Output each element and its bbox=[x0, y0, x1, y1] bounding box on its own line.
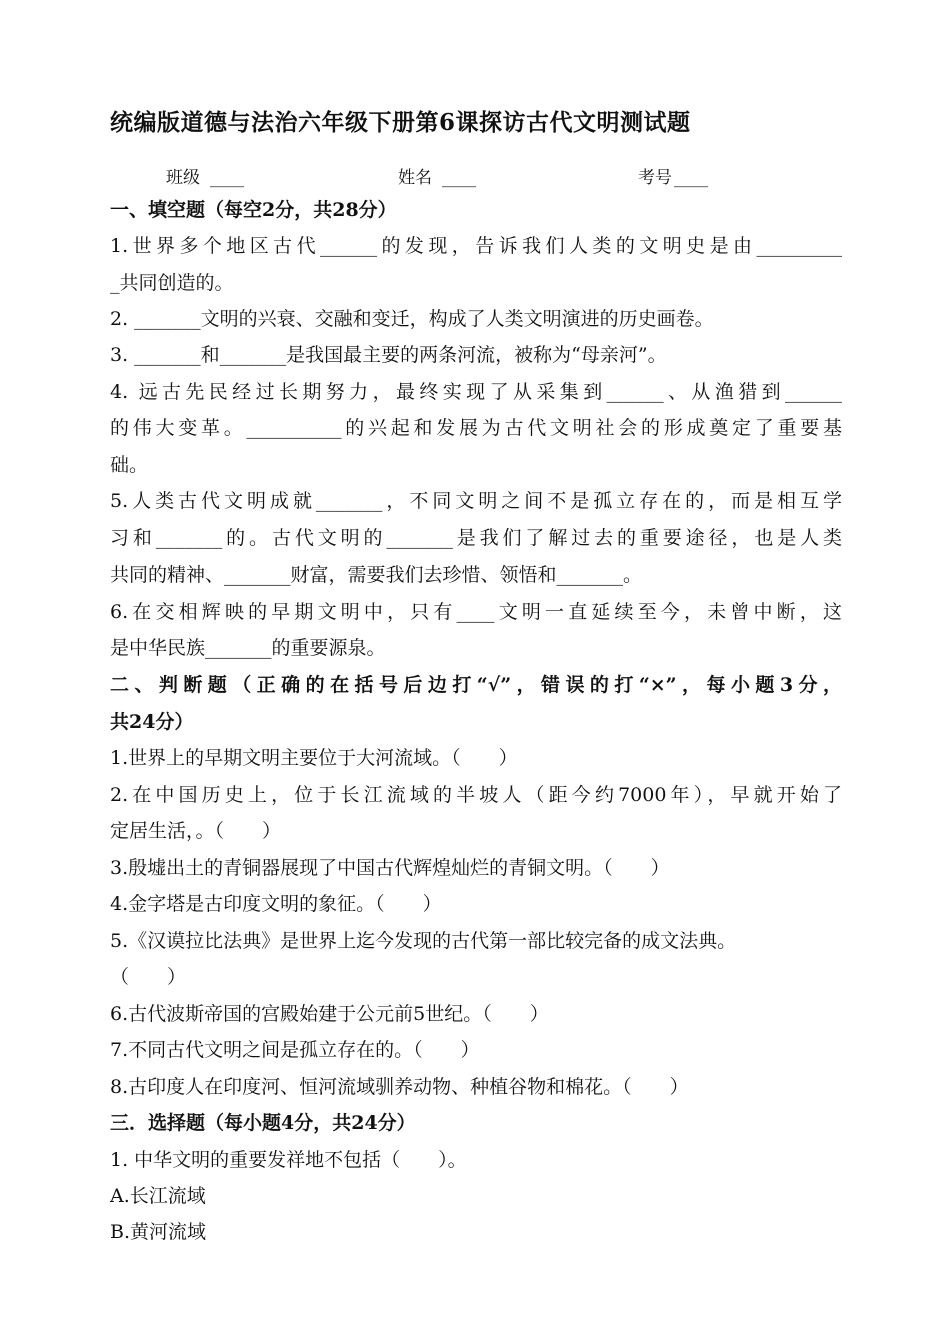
number-label: 考号 bbox=[638, 168, 672, 188]
name-label: 姓名 bbox=[398, 168, 432, 188]
question-line: 3. _______和_______是我国最主要的两条河流，被称为“母亲河”。 bbox=[110, 344, 667, 366]
choice-option: A.长江流域 bbox=[110, 1185, 206, 1207]
section-heading-true-false-cont: 共24分） bbox=[110, 711, 194, 733]
section-heading-multiple-choice: 三．选择题（每小题4分，共24分） bbox=[110, 1112, 416, 1134]
question-line: 习和_______的。古代文明的_______是我们了解过去的重要途径，也是人类 bbox=[110, 527, 842, 549]
question-line: 2. _______文明的兴衰、交融和变迁，构成了人类文明演进的历史画卷。 bbox=[110, 308, 714, 330]
question-line: 3.殷墟出土的青铜器展现了中国古代辉煌灿烂的青铜文明。（ ） bbox=[110, 857, 670, 879]
section-heading-true-false: 二、判断题（正确的在括号后边打“√”，错误的打“×”，每小题3分， bbox=[110, 674, 842, 696]
choice-option: B.黄河流域 bbox=[110, 1221, 207, 1243]
number-field bbox=[638, 163, 708, 188]
question-line: 础。 bbox=[110, 454, 149, 476]
question-line: 8.古印度人在印度河、恒河流域驯养动物、种植谷物和棉花。（ ） bbox=[110, 1076, 689, 1098]
question-line: 1.世界多个地区古代______的发现，告诉我们人类的文明史是由_________ bbox=[110, 235, 842, 257]
class-blank: ____ bbox=[210, 168, 244, 188]
question-line: _共同创造的。 bbox=[110, 272, 234, 294]
page-title: 统编版道德与法治六年级下册第6课探访古代文明测试题 bbox=[110, 109, 691, 136]
question-line: 5.人类古代文明成就_______，不同文明之间不是孤立存在的，而是相互学 bbox=[110, 490, 842, 512]
question-line: 4.金字塔是古印度文明的象征。（ ） bbox=[110, 893, 442, 915]
class-field bbox=[166, 163, 244, 188]
question-line: 的伟大变革。__________的兴起和发展为古代文明社会的形成奠定了重要基 bbox=[110, 417, 842, 439]
question-line: 5.《汉谟拉比法典》是世界上迄今发现的古代第一部比较完备的成文法典。 bbox=[110, 930, 737, 952]
class-label: 班级 bbox=[166, 168, 200, 188]
question-line: 7.不同古代文明之间是孤立存在的。（ ） bbox=[110, 1039, 480, 1061]
name-blank: ____ bbox=[442, 168, 476, 188]
question-line: 1. 中华文明的重要发祥地不包括（ ）。 bbox=[110, 1149, 467, 1171]
section-heading-fill-blank: 一、填空题（每空2分，共28分） bbox=[110, 199, 397, 221]
question-line: 定居生活，。（ ） bbox=[110, 820, 282, 842]
question-line: 6.在交相辉映的早期文明中，只有____文明一直延续至今，未曾中断，这 bbox=[110, 601, 842, 623]
name-field bbox=[398, 163, 476, 188]
question-line: 2.在中国历史上，位于长江流域的半坡人（距今约7000年），早就开始了 bbox=[110, 784, 842, 806]
number-blank: ____ bbox=[674, 168, 708, 188]
question-line: 共同的精神、_______财富，需要我们去珍惜、领悟和_______。 bbox=[110, 564, 643, 586]
question-line: 是中华民族_______的重要源泉。 bbox=[110, 637, 386, 659]
question-line: 1.世界上的早期文明主要位于大河流域。（ ） bbox=[110, 747, 518, 769]
question-line: 6.古代波斯帝国的宫殿始建于公元前5世纪。（ ） bbox=[110, 1003, 549, 1025]
question-line: （ ） bbox=[110, 966, 187, 988]
question-line: 4. 远古先民经过长期努力，最终实现了从采集到______、从渔猎到______ bbox=[110, 381, 842, 403]
